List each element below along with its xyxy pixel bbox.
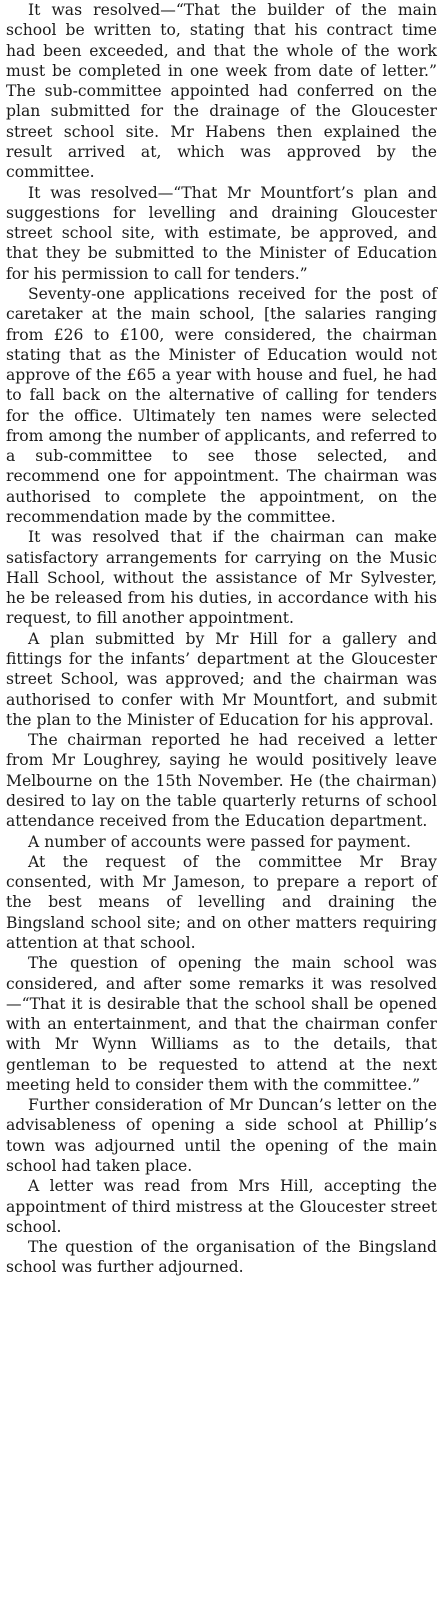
- paragraph: It was resolved—“That Mr Mountfort’s plan and suggestions for levelling and draining Gloucester street school site, with estimate, be approved, and that they be submitted to the Minister of Education for his permission to call for tenders.”: [6, 183, 437, 283]
- paragraph: Further consideration of Mr Duncan’s letter on the advisableness of opening a side school at Phillip’s town was adjourned until the opening of the main school had taken place.: [6, 1096, 437, 1176]
- paragraph: The question of the organisation of the Bingsland school was further adjourned.: [6, 1238, 437, 1277]
- paragraph: A number of accounts were passed for payment.: [28, 832, 411, 851]
- paragraph: It was resolved—“That the builder of the main school be written to, stating that his contract time had been exceeded, and that the whole of the work must be completed in one week from date of letter.” The sub-committee appointed had conferred on the plan submitted for the drainage of the Gloucester street school site. Mr Habens then explained the result arrived at, which was approved by the committee.: [6, 1, 437, 182]
- paragraph: At the request of the committee Mr Bray consented, with Mr Jameson, to prepare a report of the best means of levelling and draining the Bingsland school site; and on other matters requiring attention at that school.: [6, 852, 437, 952]
- paragraph: A plan submitted by Mr Hill for a gallery and fittings for the infants’ department at the Gloucester street School, was approved; and the chairman was authorised to confer with Mr Mountfort, and submit the plan to the Minister of Education for his approval.: [6, 629, 437, 729]
- paragraph: The question of opening the main school was considered, and after some remarks it was resolved—“That it is desirable that the school shall be opened with an entertainment, and that the chairman confer with Mr Wynn Williams as to the details, that gentleman to be requested to attend at the next meeting held to consider them with the committee.”: [6, 954, 437, 1094]
- paragraph: Seventy-one applications received for the post of caretaker at the main school, [the salaries ranging from £26 to £100, were considered, the chairman stating that as the Minister of Education would not approve of the £65 a year with house and fuel, he had to fall back on the alternative of calling for tenders for the office. Ultimately ten names were selected from among the number of applicants, and referred to a sub-committee to see those selected, and recommend one for appointment. The chairman was authorised to complete the appointment, on the recommendation made by the committee.: [6, 284, 437, 527]
- newspaper-column: [6, 0, 437, 1278]
- paragraph: The chairman reported he had received a letter from Mr Loughrey, saying he would positively leave Melbourne on the 15th November. He (the chairman) desired to lay on the table quarterly returns of school attendance received from the Education department.: [6, 731, 437, 831]
- paragraph: A letter was read from Mrs Hill, accepting the appointment of third mistress at the Gloucester street school.: [6, 1177, 437, 1236]
- paragraph: It was resolved that if the chairman can make satisfactory arrangements for carrying on the Music Hall School, without the assistance of Mr Sylvester, he be released from his duties, in accordance with his request, to fill another appointment.: [6, 528, 437, 628]
